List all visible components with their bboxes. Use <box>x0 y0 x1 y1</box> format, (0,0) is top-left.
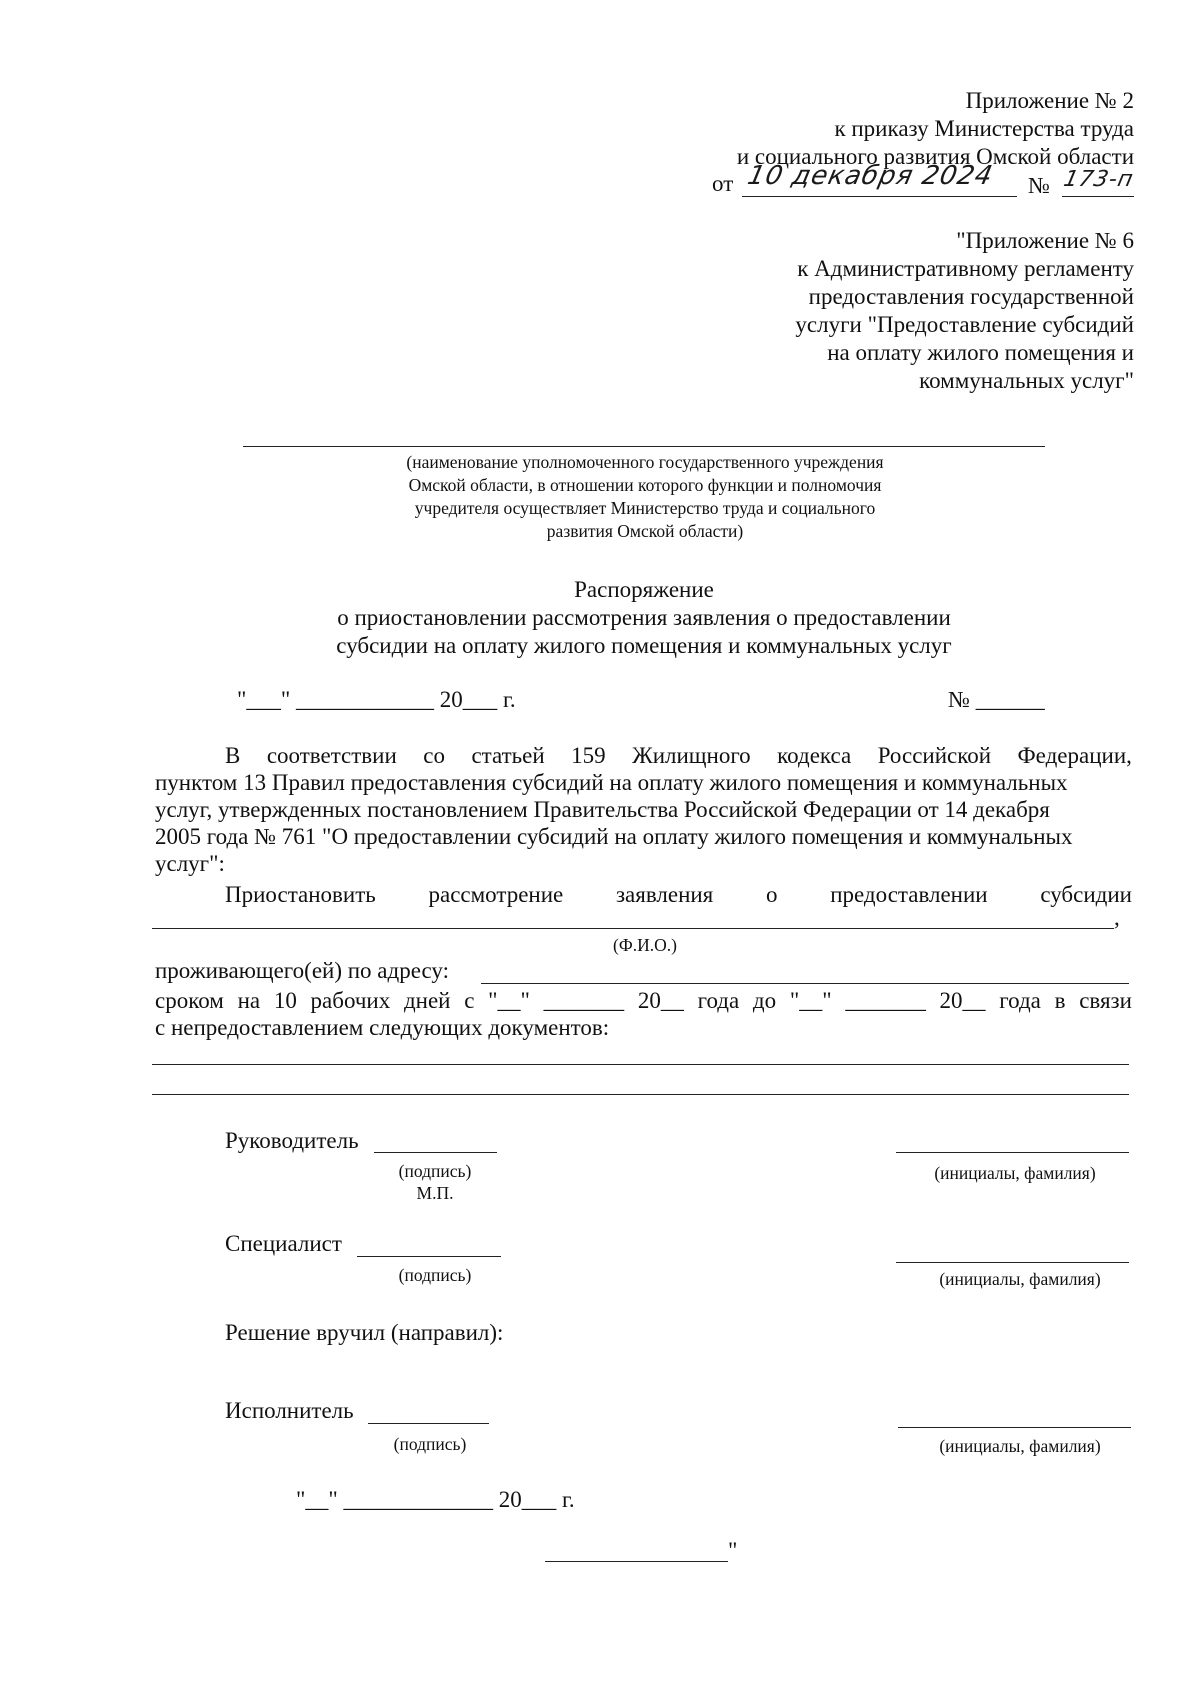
order-date-handwritten <box>744 161 996 191</box>
term-line: сроком на 10 рабочих дней с "__" _______ 20__ года до "__" _______ 20__ года в связи <box>155 988 1132 1013</box>
specialist-initials-caption: (инициалы, фамилия) <box>939 1269 1101 1289</box>
specialist-initials-line <box>896 1262 1129 1263</box>
paragraph-1-line-5: услуг": <box>155 851 225 876</box>
order-number-field: № ______ <box>948 687 1045 712</box>
documents-line-1 <box>152 1064 1129 1065</box>
executor-initials-caption: (инициалы, фамилия) <box>939 1436 1101 1456</box>
specialist-signature-caption: (подпись) <box>398 1265 472 1285</box>
specialist-label: Специалист <box>225 1231 342 1256</box>
institution-caption-3: учредителя осуществляет Министерство труда и социального <box>414 498 876 518</box>
institution-caption-1: (наименование уполномоченного государственного учреждения <box>406 452 884 472</box>
handwritten-number: 173-п <box>1061 167 1136 192</box>
appendix-line-3: предоставления государственной <box>808 284 1134 309</box>
header-line-1: Приложение № 2 <box>965 88 1134 113</box>
order-date-line <box>742 196 1017 197</box>
documents-line-2 <box>152 1094 1129 1095</box>
institution-caption-4: развития Омской области) <box>546 521 744 541</box>
head-signature-caption: (подпись) <box>398 1161 472 1181</box>
head-label: Руководитель <box>225 1128 359 1153</box>
address-line <box>481 983 1129 984</box>
paragraph-2-first-line: Приостановить рассмотрение заявления о предоставлении субсидии <box>225 882 1132 907</box>
document-title: Распоряжение <box>574 577 714 602</box>
header-line-3: и социального развития Омской области <box>736 144 1134 169</box>
head-initials-caption: (инициалы, фамилия) <box>934 1163 1096 1183</box>
appendix-line-1: "Приложение № 6 <box>956 228 1134 253</box>
order-date-prefix: от <box>712 171 734 196</box>
seal-label: М.П. <box>416 1183 454 1203</box>
order-number-prefix: № <box>1028 173 1050 198</box>
closing-line <box>545 1561 728 1562</box>
fio-caption: (Ф.И.О.) <box>613 935 677 955</box>
executor-signature-line <box>368 1423 489 1424</box>
paragraph-1-line-4: 2005 года № 761 "О предоставлении субсидий на оплату жилого помещения и коммунальных <box>155 824 1073 849</box>
order-number-handwritten <box>1061 165 1136 193</box>
handwritten-date: 10 декабря 2024 <box>744 161 996 191</box>
paragraph-1-line-3: услуг, утвержденных постановлением Правительства Российской Федерации от 14 декабря <box>155 797 1050 822</box>
institution-name-line <box>243 446 1045 447</box>
paragraph-1-first-line: В соответствии со статьей 159 Жилищного кодекса Российской Федерации, <box>225 743 1132 768</box>
appendix-line-4: услуги "Предоставление субсидий <box>795 312 1134 337</box>
reason-line: с непредоставлением следующих документов: <box>155 1015 610 1040</box>
paragraph-1-line-2: пунктом 13 Правил предоставления субсидий на оплату жилого помещения и коммунальных <box>155 770 1068 795</box>
executor-initials-line <box>898 1427 1131 1428</box>
appendix-line-2: к Административному регламенту <box>797 256 1134 281</box>
head-initials-line <box>896 1152 1129 1153</box>
specialist-signature-line <box>357 1256 501 1257</box>
head-signature-line <box>374 1152 497 1153</box>
fio-line <box>152 928 1114 929</box>
order-date-field: "___" ____________ 20___ г. <box>237 687 516 712</box>
order-number-line <box>1062 196 1134 197</box>
executor-signature-caption: (подпись) <box>393 1434 467 1454</box>
closing-quote: " <box>728 1538 738 1563</box>
address-label: проживающего(ей) по адресу: <box>155 958 449 983</box>
fio-comma: , <box>1114 905 1120 930</box>
institution-caption-2: Омской области, в отношении которого функции и полномочия <box>408 475 882 495</box>
appendix-line-5: на оплату жилого помещения и <box>827 340 1134 365</box>
document-subtitle-1: о приостановлении рассмотрения заявления о предоставлении <box>337 605 951 630</box>
document-subtitle-2: субсидии на оплату жилого помещения и коммунальных услуг <box>336 633 952 658</box>
appendix-line-6: коммунальных услуг" <box>919 368 1134 393</box>
executor-label: Исполнитель <box>225 1398 354 1423</box>
bottom-date-field: "__" _____________ 20___ г. <box>296 1487 575 1512</box>
handed-label: Решение вручил (направил): <box>225 1320 504 1345</box>
header-line-2: к приказу Министерства труда <box>834 116 1134 141</box>
